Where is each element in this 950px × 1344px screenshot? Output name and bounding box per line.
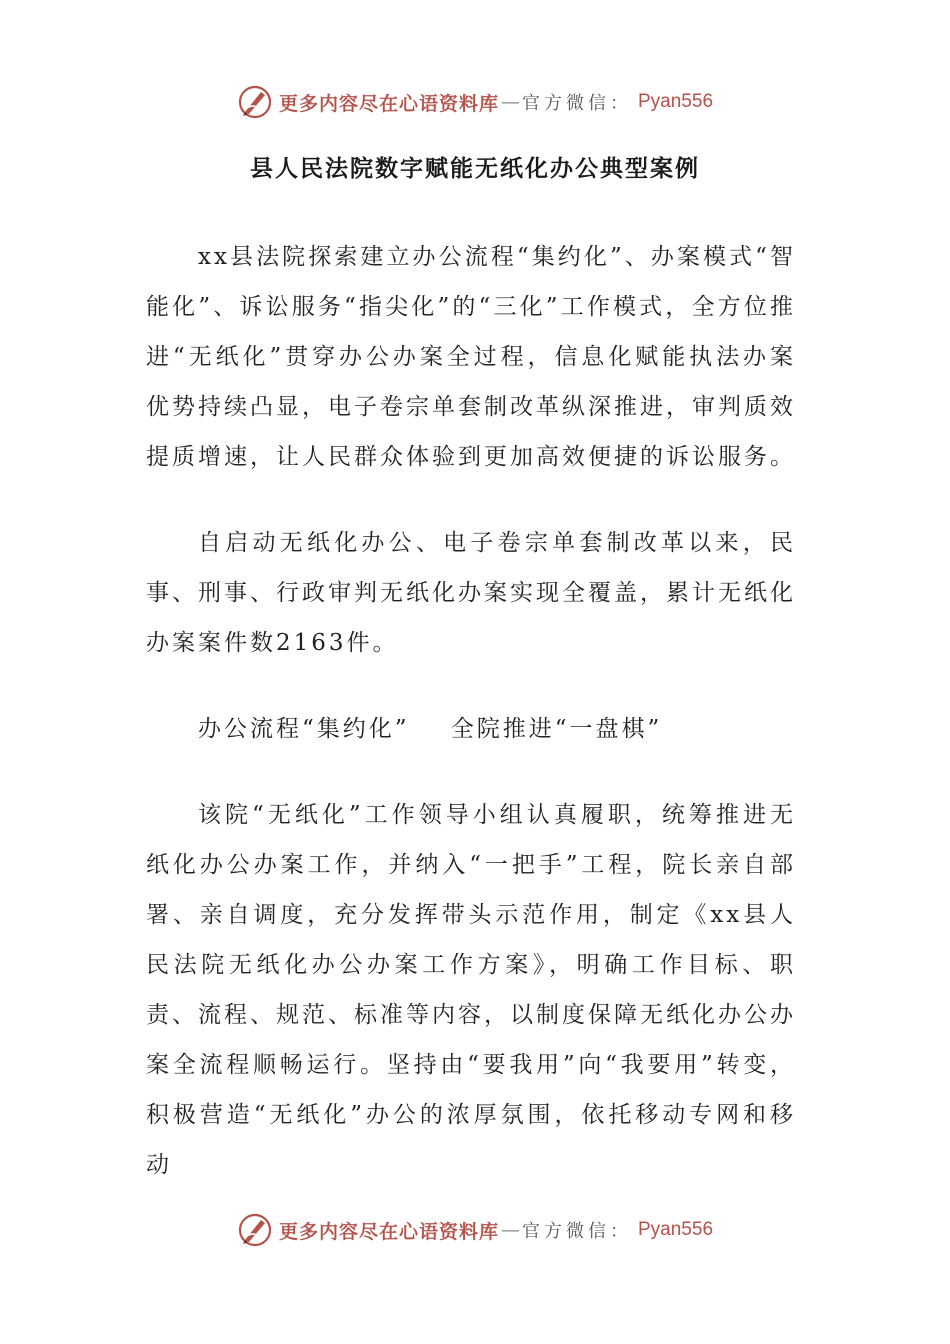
watermark-label: 官方微信： [522,1221,632,1242]
header-watermark [0,82,950,122]
paragraph-spacer [146,754,796,790]
footer-watermark [0,1210,950,1250]
section-heading-part1: 办公流程“集约化” [198,716,410,742]
watermark-wechat-id: Pyan556 [638,91,714,112]
document-title: 县人民法院数字赋能无纸化办公典型案例 [250,156,700,182]
paragraph-spacer [146,668,796,704]
section-heading-part2: 全院推进“一盘棋” [450,716,663,742]
paragraph-stats: 自启动无纸化办公、电子卷宗单套制改革以来，民事、刑事、行政审判无纸化办案实现全覆盖，累计无纸化办案案件数2163件。 [146,530,796,656]
paragraph-spacer [146,482,796,518]
watermark-brand: 更多内容尽在心语资料库 [278,92,499,115]
watermark-label: 官方微信： [522,93,632,114]
watermark-separator: — [501,91,520,113]
watermark-brand: 更多内容尽在心语资料库 [278,1220,499,1243]
paragraph-intro: xx县法院探索建立办公流程“集约化”、办案模式“智能化”、诉讼服务“指尖化”的“三化”工作模式，全方位推进“无纸化”贯穿办公办案全过程，信息化赋能执法办案优势持续凸显，电子卷宗单套制改革纵深推进，审判质效提质增速，让人民群众体验到更加高效便捷的诉讼服务。 [146,244,796,470]
paragraph-section-body: 该院“无纸化”工作领导小组认真履职，统筹推进无纸化办公办案工作，并纳入“一把手”工程，院长亲自部署、亲自调度，充分发挥带头示范作用，制定《xx县人民法院无纸化办公办案工作方案》，明确工作目标、职责、流程、规范、标准等内容，以制度保障无纸化办公办案全流程顺畅运行。坚持由“要我用”向“我要用”转变，积极营造“无纸化”办公的浓厚氛围，依托移动专网和移动 [146,802,796,1178]
document-body [146,232,796,1190]
watermark-wechat-id: Pyan556 [638,1219,714,1240]
pen-circle-logo-icon [237,84,273,120]
section-heading [146,704,796,754]
pen-circle-logo-icon [237,1212,273,1248]
watermark-separator: — [501,1219,520,1241]
